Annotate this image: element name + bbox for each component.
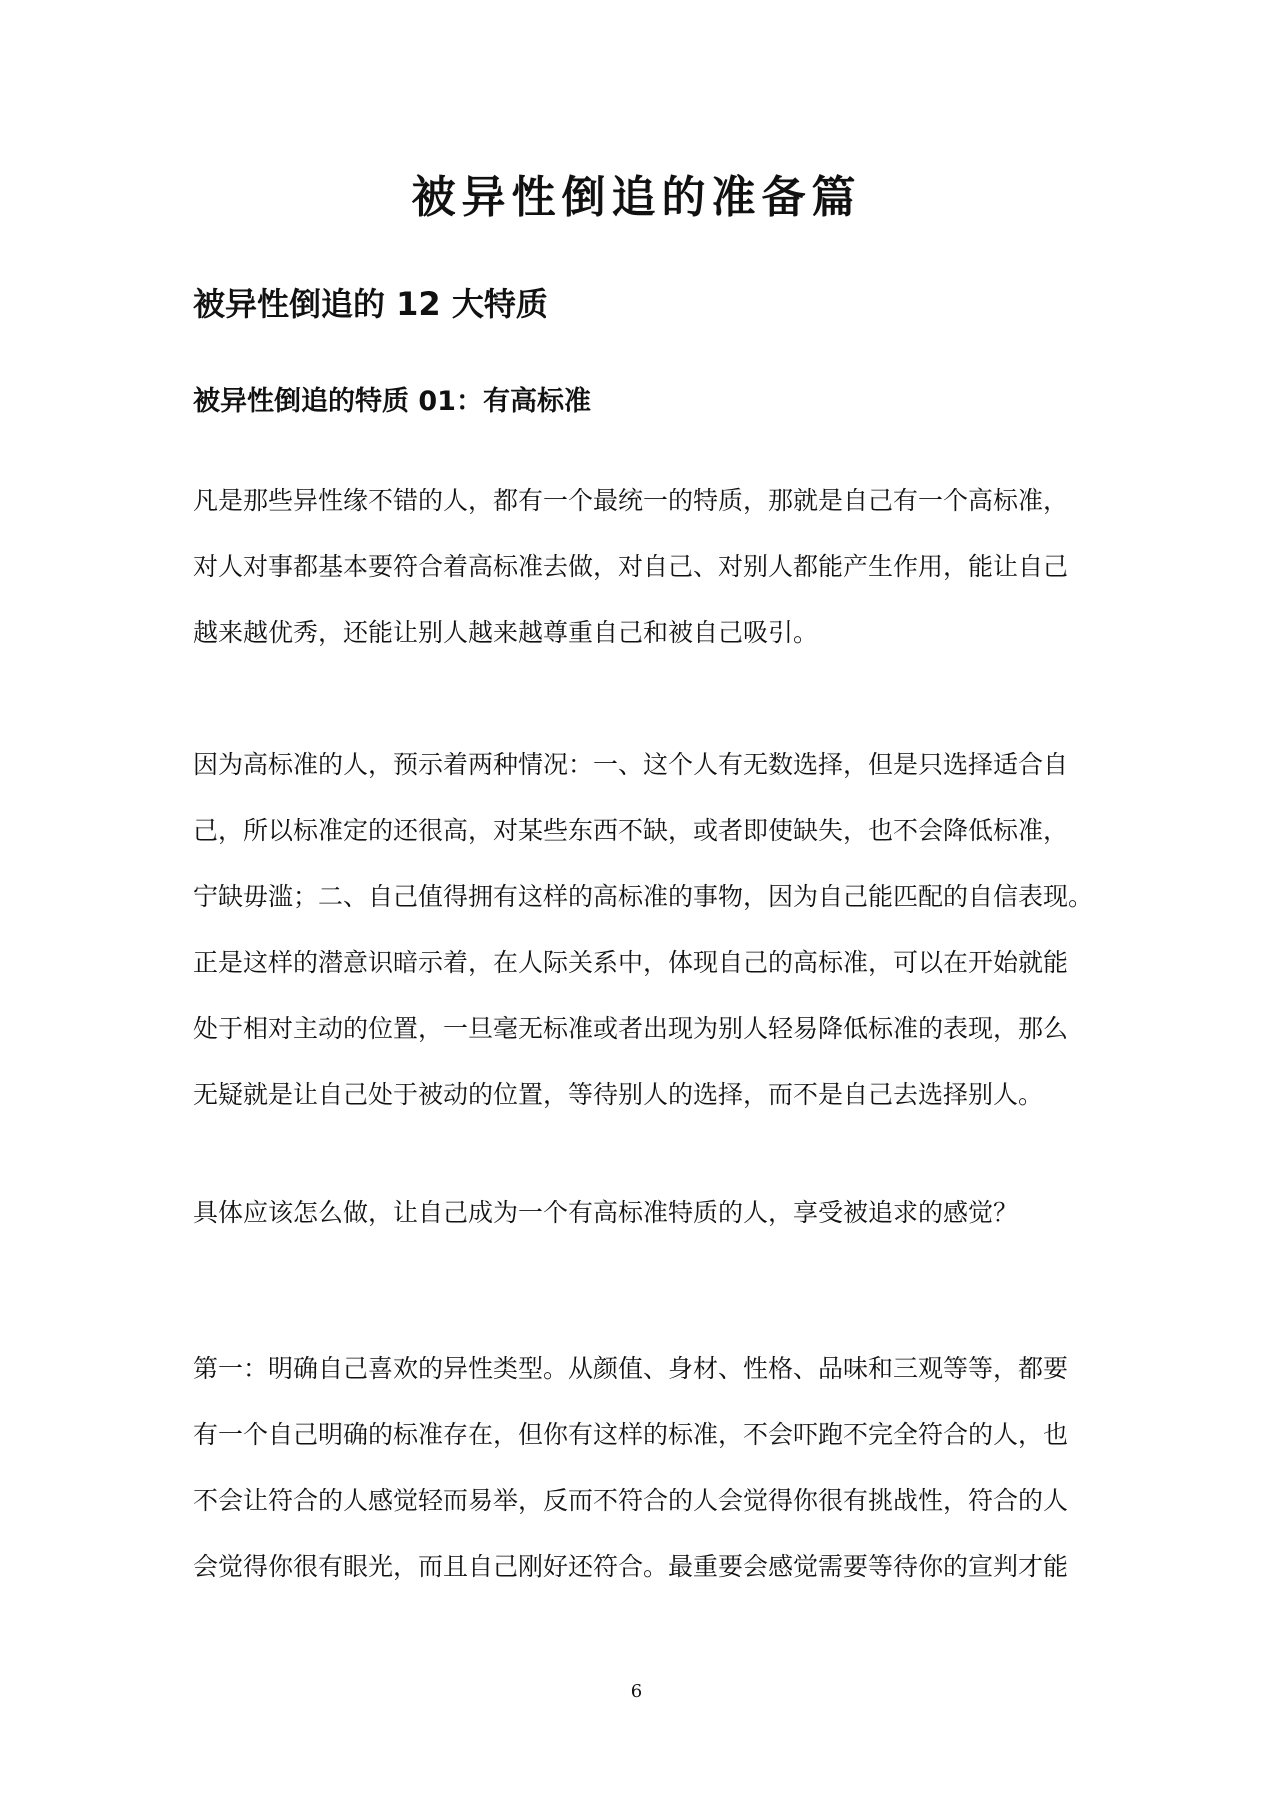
body-paragraph: [193, 1180, 1088, 1246]
body-paragraph: [193, 468, 1088, 666]
paragraph-line: 会觉得你很有眼光，而且自己刚好还符合。最重要会感觉需要等待你的宣判才能: [193, 1552, 1069, 1581]
paragraph-line: 不会让符合的人感觉轻而易举，反而不符合的人会觉得你很有挑战性，符合的人: [193, 1486, 1069, 1515]
paragraph-line: 对人对事都基本要符合着高标准去做，对自己、对别人都能产生作用，能让自己: [193, 552, 1069, 581]
document-title: 被异性倒追的准备篇: [411, 172, 862, 223]
paragraph-line: 具体应该怎么做，让自己成为一个有高标准特质的人，享受被追求的感觉？: [193, 1198, 1019, 1227]
paragraph-line: 凡是那些异性缘不错的人，都有一个最统一的特质，那就是自己有一个高标准，: [193, 486, 1069, 515]
paragraph-line: 因为高标准的人，预示着两种情况：一、这个人有无数选择，但是只选择适合自: [193, 750, 1069, 779]
section-heading: 被异性倒追的 12 大特质: [193, 285, 548, 323]
paragraph-line: 无疑就是让自己处于被动的位置，等待别人的选择，而不是自己去选择别人。: [193, 1080, 1044, 1109]
body-paragraph: [193, 732, 1094, 1128]
paragraph-line: 第一：明确自己喜欢的异性类型。从颜值、身材、性格、品味和三观等等，都要: [193, 1354, 1069, 1383]
paragraph-line: 宁缺毋滥；二、自己值得拥有这样的高标准的事物，因为自己能匹配的自信表现。: [193, 882, 1094, 911]
paragraph-line: 正是这样的潜意识暗示着，在人际关系中，体现自己的高标准，可以在开始就能: [193, 948, 1069, 977]
paragraph-line: 有一个自己明确的标准存在，但你有这样的标准，不会吓跑不完全符合的人，也: [193, 1420, 1069, 1449]
paragraph-line: 越来越优秀，还能让别人越来越尊重自己和被自己吸引。: [193, 618, 819, 647]
body-paragraph: [193, 1336, 1088, 1600]
paragraph-line: 己，所以标准定的还很高，对某些东西不缺，或者即使缺失，也不会降低标准，: [193, 816, 1069, 845]
page-number: 6: [630, 1681, 643, 1702]
paragraph-line: 处于相对主动的位置，一旦毫无标准或者出现为别人轻易降低标准的表现，那么: [193, 1014, 1069, 1043]
subsection-heading: 被异性倒追的特质 01：有高标准: [193, 386, 591, 417]
